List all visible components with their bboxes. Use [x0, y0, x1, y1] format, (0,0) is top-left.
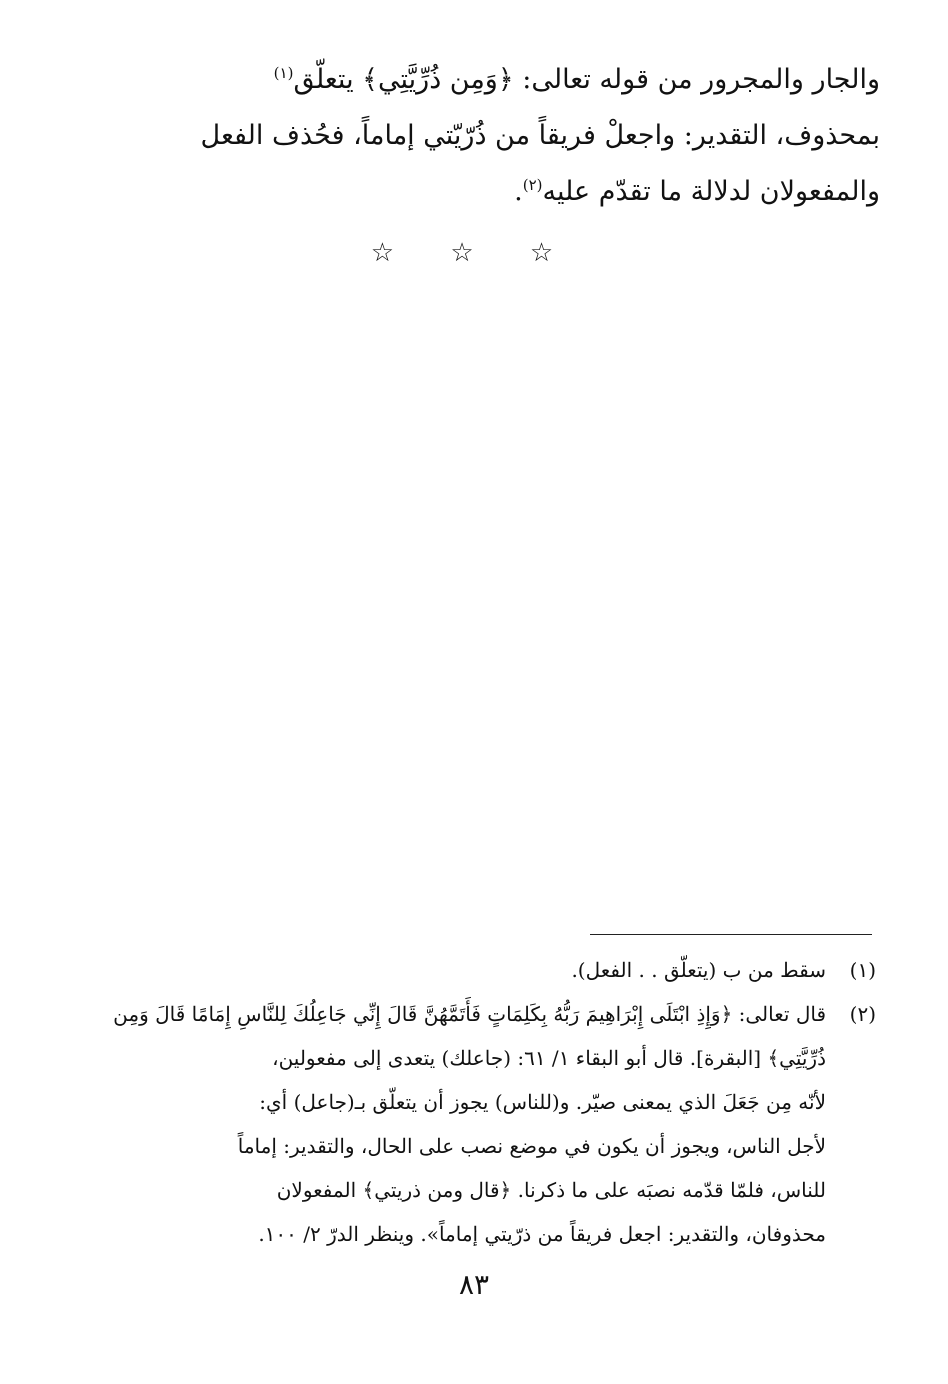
footnote-line: للناس، فلمّا قدّمه نصبَه على ما ذكرنا. ﴿قال ومن ذريتي﴾ المفعولان [276, 1178, 826, 1202]
footnote-line: محذوفان، والتقدير: اجعل فريقاً من ذرّيتي إماماً». وينظر الدرّ ٢/ ١٠٠. [258, 1222, 826, 1246]
footnote-2 [100, 992, 876, 1256]
footnote-line: ذُرِّيَّتِي﴾ [البقرة]. قال أبو البقاء ١/ ٦١: (جاعلك) يتعدى إلى مفعولين، [272, 1046, 826, 1070]
main-line-2: بمحذوف، التقدير: واجعلْ فريقاً من ذُرّيّتي إماماً، فحُذف الفعل [200, 120, 880, 151]
footnote-ref-1[interactable]: (١) [273, 64, 294, 82]
main-text [100, 52, 880, 220]
footnote-ref-2[interactable]: (٢) [522, 176, 543, 194]
footnote-line: قال تعالى: ﴿وَإِذِ ابْتَلَى إِبْرَاهِيمَ رَبُّهُ بِكَلِمَاتٍ فَأَتَمَّهُنَّ قَالَ إِنِّي جَاعِلُكَ لِلنَّاسِ إِمَامًا قَالَ وَمِن [113, 1002, 826, 1026]
footnotes [100, 948, 876, 1256]
footnote-1 [100, 948, 876, 992]
footnote-separator [590, 934, 872, 935]
page-number: ٨٣ [458, 1268, 490, 1301]
section-divider-stars: ☆ ☆ ☆ [370, 238, 578, 268]
footnote-line: لأجل الناس، ويجوز أن يكون في موضع نصب على الحال، والتقدير: إماماً [237, 1134, 826, 1158]
footnote-number: (٢) [849, 1002, 876, 1026]
footnote-line: سقط من ب (يتعلّق . . الفعل). [571, 958, 826, 982]
main-line-1: والجار والمجرور من قوله تعالى: ﴿وَمِن ذُرِّيَّتِي﴾ يتعلّق$^{(١)}$ [273, 64, 880, 95]
footnote-number: (١) [849, 958, 876, 982]
main-line-3: والمفعولان لدلالة ما تقدّم عليه$^{(٢)}$. [514, 176, 880, 207]
footnote-line: لأنّه مِن جَعَلَ الذي يمعنى صيّر. و(للناس) يجوز أن يتعلّق بـ(جاعل) أي: [259, 1090, 826, 1114]
